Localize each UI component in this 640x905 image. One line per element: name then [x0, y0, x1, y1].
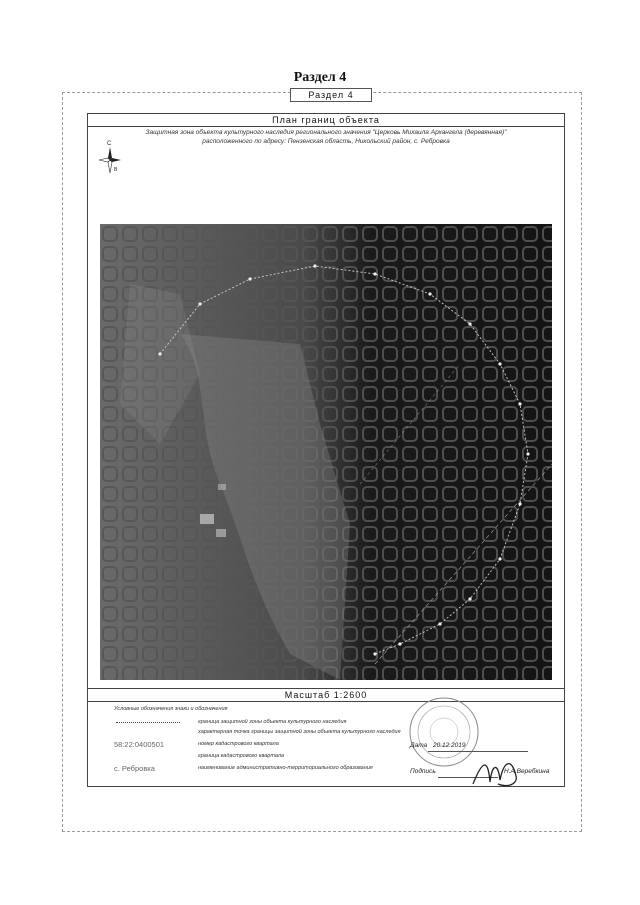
legend-item: [114, 752, 414, 761]
plan-sheet: [62, 92, 582, 832]
legend-item: [114, 740, 414, 749]
aerial-map: [100, 224, 552, 680]
signature-row: [410, 768, 436, 775]
plan-description-line-2: расположенного по адресу: Пензенская область, Никольский район, с. Ребровка: [202, 138, 450, 145]
map-scale: Масштаб 1:2600: [88, 688, 564, 702]
plan-frame: [87, 113, 565, 787]
legend-item: [114, 728, 414, 737]
legend-text: граница защитной зоны объекта культурного наследия: [198, 719, 347, 725]
date-value: 20.12.2019: [432, 742, 466, 749]
document-heading: Раздел 4: [293, 70, 347, 85]
compass-east-label: В: [114, 167, 118, 173]
legend-item: [114, 764, 414, 773]
legend-symbol: [114, 752, 194, 761]
compass-north-label: С: [107, 141, 112, 147]
signature-label: Подпись: [410, 768, 436, 775]
legend-text: наименование административно-территориального образования: [198, 765, 373, 771]
date-underline: [428, 751, 528, 752]
date-row: [410, 742, 466, 749]
plan-description-line-1: Защитная зона объекта культурного наследия регионального значения "Церковь Михаила Архангела (деревянная)": [145, 129, 507, 136]
date-label: Дата: [410, 742, 428, 749]
compass-rose-icon: [98, 138, 122, 174]
legend-symbol: [114, 718, 194, 727]
legend-symbol: [114, 728, 194, 737]
legend-symbol: 58:22:0400501: [114, 740, 165, 749]
plan-title: План границ объекта: [88, 114, 564, 127]
boundary-line-icon: [116, 722, 180, 723]
legend-symbol: с. Ребровка: [114, 764, 155, 773]
legend-text: граница кадастрового квартала: [198, 753, 285, 759]
legend-text: номер кадастрового квартала: [198, 741, 279, 747]
legend-item: [114, 718, 414, 727]
legend-title: Условные обозначения знаки и обозначения: [114, 706, 228, 712]
signer-name: Н.А.Веребкина: [504, 768, 550, 775]
legend-text: характерная точка границы защитной зоны объекта культурного наследия: [198, 729, 401, 735]
sheet-tab: Раздел 4: [290, 88, 372, 102]
handwritten-signature-icon: [468, 754, 528, 794]
